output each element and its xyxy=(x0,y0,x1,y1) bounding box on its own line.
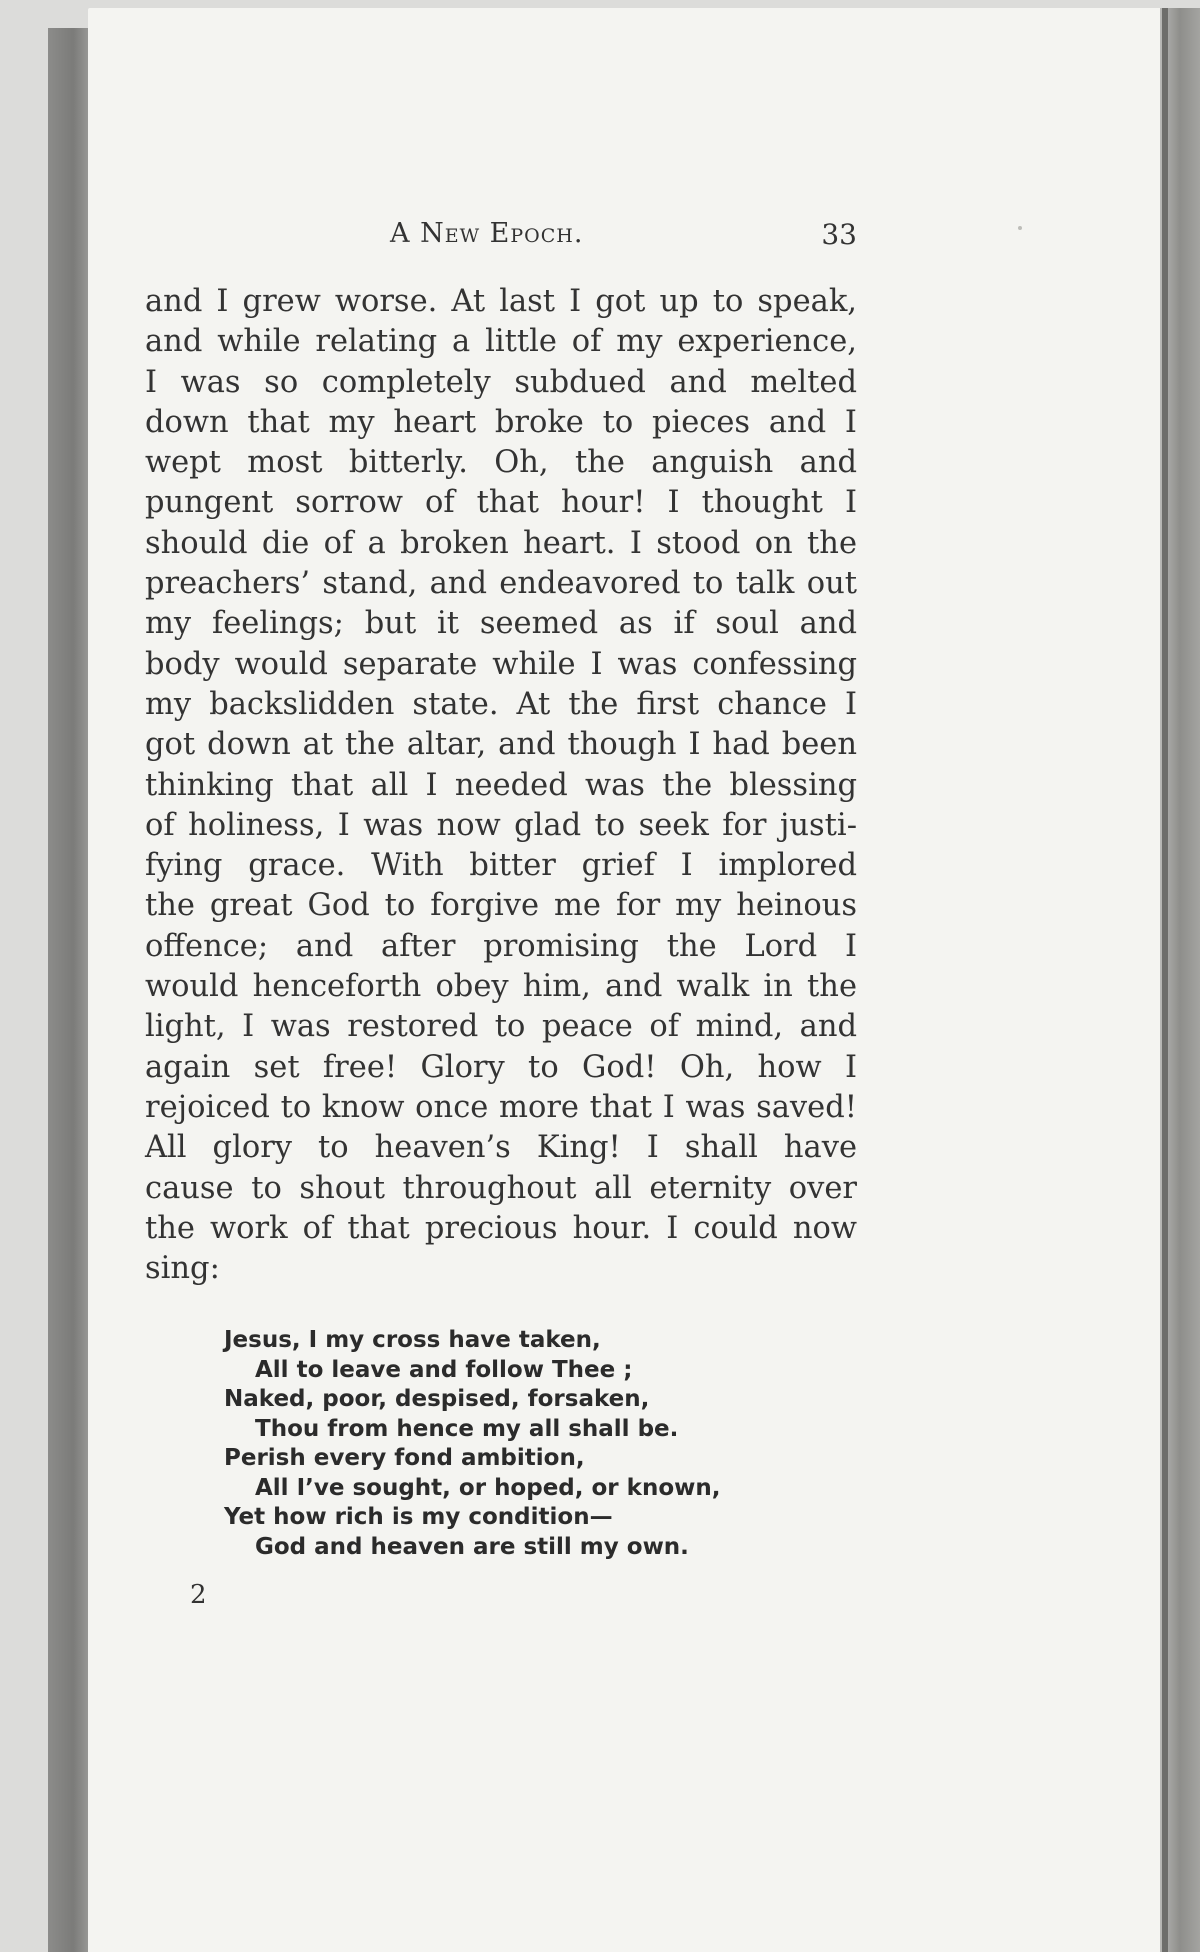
text-line: offence; and after promising the Lord I xyxy=(145,928,857,964)
verse-line: Thou from hence my all shall be. xyxy=(255,1415,679,1442)
page-number: 33 xyxy=(821,218,857,251)
text-line: should die of a broken heart. I stood on the xyxy=(145,525,857,561)
text-line: wept most bitterly. Oh, the anguish and xyxy=(145,445,857,481)
text-line: cause to shout throughout all eternity over xyxy=(145,1170,857,1206)
verse-line: Naked, poor, despised, forsaken, xyxy=(224,1386,650,1412)
signature-mark: 2 xyxy=(190,1580,207,1610)
text-line: and I grew worse. At last I got up to speak, xyxy=(145,284,857,319)
page-edge-shadow xyxy=(1162,8,1168,1952)
text-line: thinking that all I needed was the blessing xyxy=(145,767,857,803)
text-line: my feelings; but it seemed as if soul and xyxy=(145,606,857,642)
text-line: All glory to heaven’s King! I shall have xyxy=(145,1130,857,1166)
text-line: I was so completely subdued and melted xyxy=(145,364,857,400)
text-line: fying grace. With bitter grief I implored xyxy=(145,848,857,884)
text-line: the work of that precious hour. I could now xyxy=(145,1210,857,1246)
text-line: my backslidden state. At the first chance I xyxy=(145,686,857,722)
paper-speck xyxy=(1018,226,1022,230)
verse-line: Yet how rich is my condition— xyxy=(224,1504,613,1530)
text-line: would henceforth obey him, and walk in the xyxy=(145,969,857,1005)
left-page-edge xyxy=(48,28,90,1952)
text-line: body would separate while I was confessing xyxy=(145,646,857,682)
page-header xyxy=(145,218,857,258)
verse-line: All to leave and follow Thee ; xyxy=(255,1356,633,1383)
text-line: again set free! Glory to God! Oh, how I xyxy=(145,1049,857,1085)
text-line: preachers’ stand, and endeavored to talk out xyxy=(145,566,857,602)
verse-line: God and heaven are still my own. xyxy=(255,1533,689,1560)
text-line: got down at the altar, and though I had been xyxy=(145,727,857,763)
verse-line: Perish every fond ambition, xyxy=(224,1445,585,1471)
text-line: rejoiced to know once more that I was saved! xyxy=(145,1089,857,1125)
text-line: light, I was restored to peace of mind, and xyxy=(145,1009,857,1045)
verse-line: Jesus, I my cross have taken, xyxy=(224,1327,601,1353)
running-title: A New Epoch. xyxy=(390,218,584,249)
text-line: pungent sorrow of that hour! I thought I xyxy=(145,485,857,521)
text-line: sing: xyxy=(145,1251,220,1287)
body-text xyxy=(145,282,857,1289)
text-line: and while relating a little of my experience, xyxy=(145,324,857,360)
hymn-verse xyxy=(224,1326,764,1562)
text-line: the great God to forgive me for my heinous xyxy=(145,888,857,924)
verse-line: All I’ve sought, or hoped, or known, xyxy=(255,1474,721,1501)
text-line: of holiness, I was now glad to seek for justi- xyxy=(145,807,857,843)
text-line: down that my heart broke to pieces and I xyxy=(145,404,857,440)
